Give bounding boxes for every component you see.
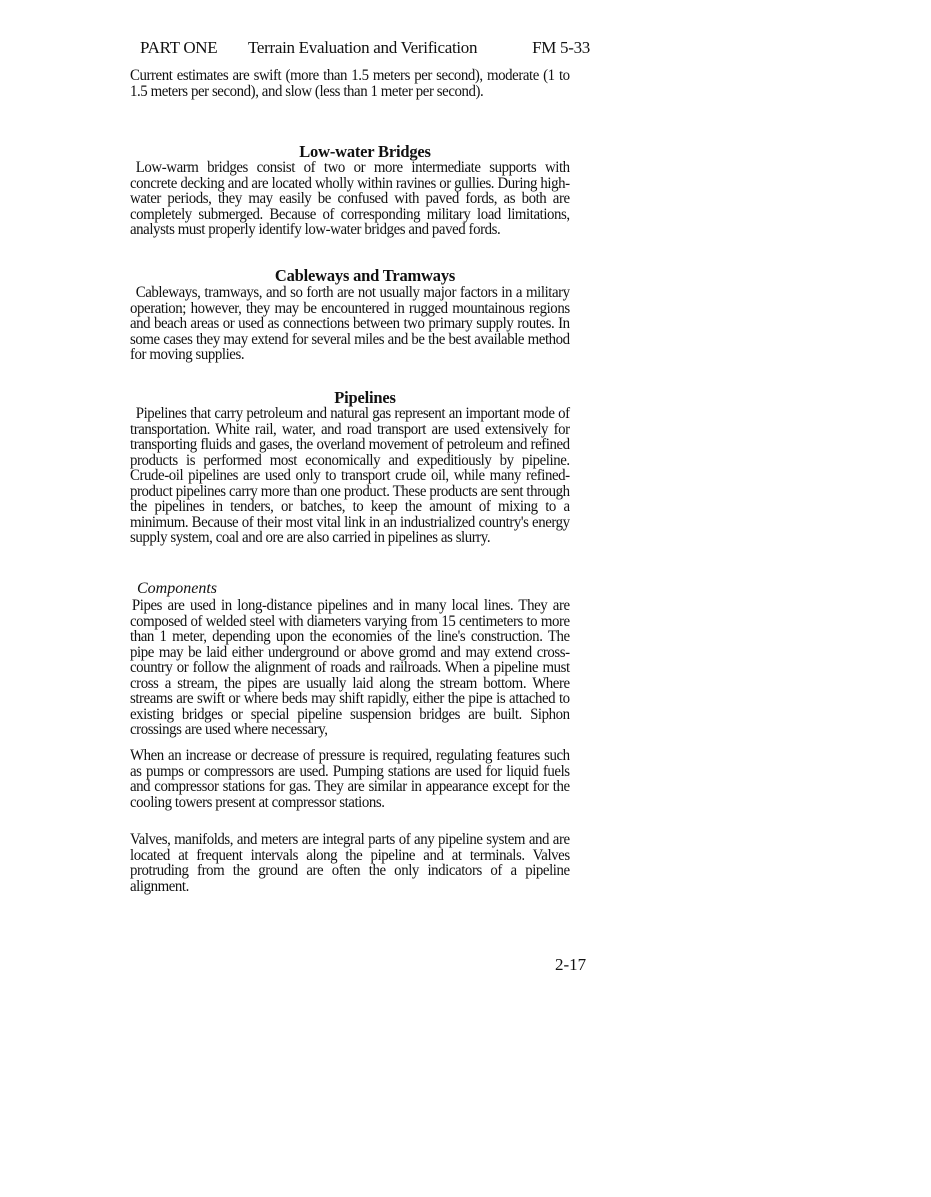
low-water-bridges-text: Low-warm bridges consist of two or more intermediate supports with concrete decking and are located wholly within ravines or gullies. During high-water periods, they may easily be confused with paved fords, as both are completely submerged. Because of corresponding military load limitations, analysts must properly identify low-water bridges and paved fords. [130, 159, 570, 238]
pipelines-paragraph [130, 406, 570, 546]
components-text-2: When an increase or decrease of pressure is required, regulating features such as pumps or compressors are used. Pumping stations are used for liquid fuels and compressor stations for gas. They are similar in appearance except for the cooling towers present at compressor stations. [130, 747, 570, 811]
page-number: 2-17 [555, 955, 587, 974]
section-heading-cableways: Cableways and Tramways [274, 266, 456, 285]
components-paragraph-1 [130, 598, 570, 738]
components-text-1: Pipes are used in long-distance pipelines and in many local lines. They are composed of welded steel with diameters varying from 15 centimeters to more than 1 meter, depending upon the economies of the line's construction. The pipe may be laid either underground or above gromd and may extend cross-country or follow the alignment of roads and railroads. When a pipeline must cross a stream, the pipes are usually laid along the stream bottom. Where streams are swift or where beds may shift rapidly, either the pipe is attached to existing bridges or special pipeline suspension bridges are built. Siphon crossings are used where necessary, [130, 597, 570, 738]
subsection-heading-components: Components [137, 580, 217, 597]
chapter-title: Terrain Evaluation and Verification [248, 38, 478, 57]
section-heading-pipelines: Pipelines [334, 388, 396, 407]
running-header [140, 38, 590, 62]
cableways-text: Cableways, tramways, and so forth are not usually major factors in a military operation; however, they may be encountered in rugged mountainous regions and beach areas or used as connections between two primary supply routes. In some cases they may extend for several miles and be the best available method for moving supplies. [130, 284, 570, 363]
cableways-paragraph [130, 285, 570, 363]
manual-number: FM 5-33 [532, 38, 590, 57]
components-text-3: Valves, manifolds, and meters are integral parts of any pipeline system and are located at frequent intervals along the pipeline and at terminals. Valves protruding from the ground are often the only indicators of a pipeline alignment. [130, 831, 570, 895]
pipelines-text: Pipelines that carry petroleum and natural gas represent an important mode of transportation. White rail, water, and road transport are used extensively for transporting fluids and gases, the overland movement of petroleum and refined products is performed most economically and expeditiously by pipeline. Crude-oil pipelines are used only to transport crude oil, while many refined-product pipelines carry more than one product. These products are sent through the pipelines in tenders, or batches, to keep the amount of mixing to a minimum. Because of their most vital link in an industrialized country's energy supply system, coal and ore are also carried in pipelines as slurry. [130, 405, 570, 546]
intro-text: Current estimates are swift (more than 1.5 meters per second), moderate (1 to 1.5 meters per second), and slow (less than 1 meter per second). [130, 67, 570, 100]
intro-paragraph [130, 68, 570, 99]
components-paragraph-3 [130, 832, 570, 894]
low-water-bridges-paragraph [130, 160, 570, 238]
section-heading-low-water-bridges: Low-water Bridges [299, 142, 431, 161]
components-paragraph-2 [130, 748, 570, 810]
part-label: PART ONE [140, 38, 218, 57]
